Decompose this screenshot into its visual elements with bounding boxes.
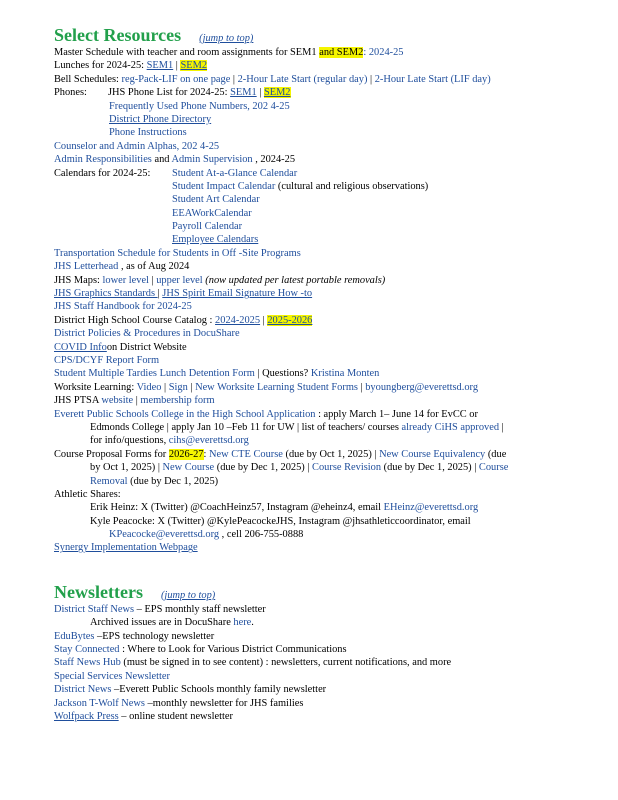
edubytes-link[interactable]: EduBytes <box>54 630 95 642</box>
special-services-link[interactable]: Special Services Newsletter <box>54 670 170 682</box>
text: Lunches for 2024-25: <box>54 60 147 72</box>
text: , 2024-25 <box>252 154 296 166</box>
lunches-line <box>54 59 610 72</box>
transportation-link[interactable]: Transportation Schedule for Students in Off -Site Programs <box>54 247 301 259</box>
graphics-standards-link[interactable]: JHS Graphics Standards <box>54 288 158 300</box>
cps-report-link[interactable]: CPS/DCYF Report Form <box>54 354 160 366</box>
jump-to-top-link-2[interactable]: (jump to top) <box>160 589 216 601</box>
ptsa-membership-link[interactable]: membership form <box>140 395 215 407</box>
proposal-year-highlight: 2026-27 <box>168 448 204 460</box>
separator: | <box>148 274 157 286</box>
text: Edmonds College | apply Jan 10 –Feb 11 for UW | list of teachers/ courses <box>90 421 402 433</box>
text: : <box>203 448 210 460</box>
select-resources-heading <box>54 24 610 46</box>
course-revision-link[interactable]: Course Revision <box>312 462 382 474</box>
employee-calendars-link[interactable]: Employee Calendars <box>172 234 259 246</box>
separator: | <box>357 381 366 393</box>
separator: | <box>499 421 504 433</box>
catalog-2024-link[interactable]: 2024-2025 <box>215 314 261 326</box>
district-phone-directory-link[interactable]: District Phone Directory <box>109 113 212 125</box>
text: , cell 206-755-0888 <box>219 529 304 541</box>
worksite-forms-link[interactable]: New Worksite Learning Student Forms <box>195 381 358 393</box>
payroll-calendar-link[interactable]: Payroll Calendar <box>172 221 243 233</box>
text: –Everett Public Schools monthly family newsletter <box>111 684 327 696</box>
upper-level-map-link[interactable]: upper level <box>156 274 203 286</box>
letterhead-link[interactable]: JHS Letterhead <box>54 261 119 273</box>
student-calendar-link[interactable]: Student At-a-Glance Calendar <box>172 167 298 179</box>
text: , as of Aug 2024 <box>118 261 190 273</box>
separator: | <box>260 314 268 326</box>
separator: | <box>367 73 375 85</box>
text: Erik Heinz: X (Twitter) @CoachHeinz57, Instagram @eheinz4, email <box>90 502 384 514</box>
course-removal-link-a[interactable]: Course <box>478 462 509 474</box>
district-staff-news-link[interactable]: District Staff News <box>54 603 135 615</box>
text: : apply March 1– June 14 for EvCC or <box>315 408 478 420</box>
text: Worksite Learning: <box>54 381 137 393</box>
worksite-email-link[interactable]: byoungberg@everettsd.org <box>365 381 479 393</box>
text: Phones: <box>54 87 87 99</box>
text: . <box>251 617 254 629</box>
calendars-line <box>54 167 610 180</box>
phone-sem2-link[interactable]: SEM2 <box>263 87 291 99</box>
text: (cultural and religious observations) <box>275 180 429 192</box>
phones-line <box>54 86 610 99</box>
master-schedule-sem2-highlight[interactable]: and SEM2 <box>319 47 364 58</box>
student-impact-calendar-link[interactable]: Student Impact Calendar <box>172 180 276 192</box>
email-signature-link[interactable]: JHS Spirit Email Signature How -to <box>162 288 313 300</box>
catalog-2025-link[interactable]: 2025-2026 <box>267 314 313 326</box>
text: –EPS technology newsletter <box>94 630 215 642</box>
new-cte-course-link[interactable]: New CTE Course <box>209 448 283 460</box>
staff-handbook-link[interactable]: JHS Staff Handbook for 2024-25 <box>54 301 192 313</box>
master-schedule-year-link[interactable]: : 2024-25 <box>363 47 404 58</box>
text: (now updated per latest portable removals) <box>202 274 386 286</box>
text: | Questions? <box>254 368 311 380</box>
text: (due by Dec 1, 2025) <box>127 475 219 487</box>
text: and <box>151 154 172 166</box>
district-news-link[interactable]: District News <box>54 684 112 696</box>
text: – online student newsletter <box>118 710 233 722</box>
jump-to-top-link[interactable]: (jump to top) <box>199 33 254 44</box>
text: JHS Maps: <box>54 274 103 286</box>
text: (due by Dec 1, 2025) | <box>214 462 313 474</box>
text: (must be signed in to see content) : newsletters, current notifications, and more <box>120 657 452 669</box>
ptsa-website-link[interactable]: website <box>101 395 134 407</box>
bell-late-lif-link[interactable]: 2-Hour Late Start (LIF day) <box>374 73 491 85</box>
master-schedule-line <box>54 46 610 59</box>
text: District High School Course Catalog : <box>54 314 216 326</box>
cihs-approved-link[interactable]: already CiHS approved <box>401 421 500 433</box>
kyle-line: Kyle Peacocke: X (Twitter) @KylePeacockeJHS, Instagram @jhsathleticcoordinator, email <box>90 515 471 527</box>
text: Calendars for 2024-25: <box>54 167 151 179</box>
admin-line <box>54 153 610 166</box>
tardies-form-link[interactable]: Student Multiple Tardies Lunch Detention Form <box>54 368 255 380</box>
text: Archived issues are in DocuShare <box>90 617 234 629</box>
phone-instructions-link[interactable]: Phone Instructions <box>109 127 187 139</box>
course-equivalency-link[interactable]: New Course Equivalency <box>379 448 486 460</box>
eea-work-calendar-link[interactable]: EEAWorkCalendar <box>172 207 252 219</box>
lower-level-map-link[interactable]: lower level <box>102 274 149 286</box>
section-title: Newsletters <box>54 581 143 602</box>
text: for info/questions, <box>90 435 169 447</box>
text: – EPS monthly staff newsletter <box>134 603 266 615</box>
text: by Oct 1, 2025) | <box>90 462 163 474</box>
counselor-alphas-link[interactable]: Counselor and Admin Alphas, 202 4-25 <box>54 140 220 152</box>
student-art-calendar-link[interactable]: Student Art Calendar <box>172 194 260 206</box>
separator: | <box>157 288 163 300</box>
text: JHS PTSA <box>54 395 102 407</box>
kyle-email-link[interactable]: KPeacocke@everettsd.org <box>109 529 220 541</box>
cihs-application-link[interactable]: Everett Public Schools College in the High School Application <box>54 408 316 420</box>
staff-news-hub-link[interactable]: Staff News Hub <box>54 657 121 669</box>
course-removal-link-b[interactable]: Removal <box>90 475 128 487</box>
text: (due <box>485 448 507 460</box>
archive-here-link[interactable]: here <box>233 617 252 629</box>
separator: | <box>256 87 264 99</box>
covid-info-link[interactable]: COVID Info <box>54 341 107 353</box>
frequent-phones-link[interactable]: Frequently Used Phone Numbers, 202 4-25 <box>109 100 290 112</box>
text: Master Schedule with teacher and room assignments for SEM1 <box>54 47 320 58</box>
separator: | <box>161 381 169 393</box>
section-title: Select Resources <box>54 25 182 45</box>
text: –monthly newsletter for JHS families <box>144 697 304 709</box>
wolfpack-press-link[interactable]: Wolfpack Press <box>54 710 119 722</box>
newsletters-heading <box>54 581 610 603</box>
text: on District Website <box>106 341 187 353</box>
erik-email-link[interactable]: EHeinz@everettsd.org <box>383 502 479 514</box>
bell-reg-link[interactable]: reg-Pack-LIF on one page <box>121 73 231 85</box>
bell-late-regular-link[interactable]: 2-Hour Late Start (regular day) <box>237 73 368 85</box>
text: (due by Oct 1, 2025) | <box>282 448 380 460</box>
synergy-link[interactable]: Synergy Implementation Webpage <box>54 542 198 554</box>
text: Course Proposal Forms for <box>54 448 169 460</box>
district-policies-link[interactable]: District Policies & Procedures in DocuShare <box>54 328 240 340</box>
phone-sem1-link[interactable]: SEM1 <box>230 87 257 99</box>
text: JHS Phone List for 2024-25: <box>108 87 231 99</box>
athletic-shares-label: Athletic Shares: <box>54 488 121 500</box>
separator: | <box>187 381 196 393</box>
admin-responsibilities-link[interactable]: Admin Responsibilities <box>54 154 152 166</box>
stay-connected-link[interactable]: Stay Connected <box>54 644 120 656</box>
text: (due by Dec 1, 2025) | <box>381 462 479 474</box>
separator: | <box>230 73 238 85</box>
separator: | <box>173 60 181 72</box>
text: Bell Schedules: <box>54 73 122 85</box>
kristina-monten-link[interactable]: Kristina Monten <box>310 368 380 380</box>
jackson-twolf-news-link[interactable]: Jackson T-Wolf News <box>54 697 145 709</box>
lunches-sem1-link[interactable]: SEM1 <box>146 60 174 72</box>
bell-schedules-line <box>54 73 610 86</box>
separator: | <box>133 395 141 407</box>
text: : Where to Look for Various District Communications <box>119 644 347 656</box>
cihs-email-link[interactable]: cihs@everettsd.org <box>168 435 249 447</box>
new-course-link[interactable]: New Course <box>162 462 215 474</box>
worksite-sign-link[interactable]: Sign <box>168 381 188 393</box>
worksite-video-link[interactable]: Video <box>136 381 162 393</box>
lunches-sem2-link[interactable]: SEM2 <box>180 60 208 72</box>
admin-supervision-link[interactable]: Admin Supervision <box>171 154 253 166</box>
